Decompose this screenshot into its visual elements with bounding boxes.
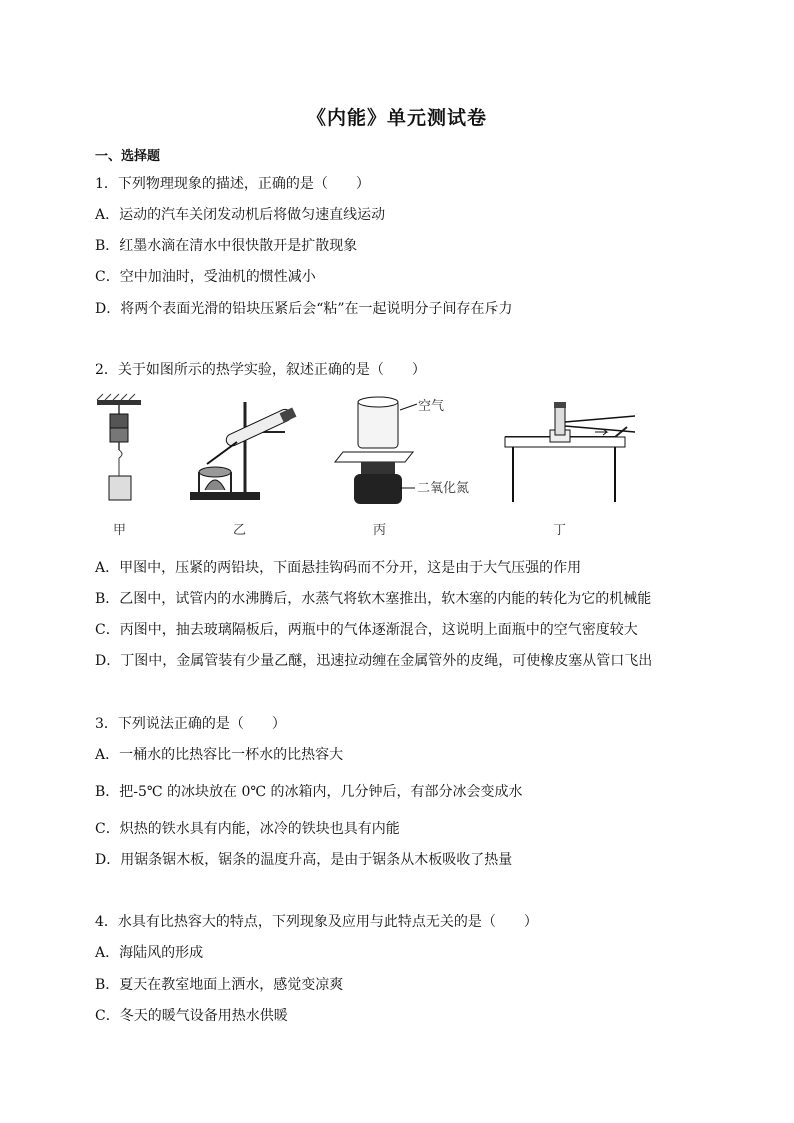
figure-jia-lead-blocks: [97, 394, 141, 500]
air-label: 空气: [418, 399, 445, 414]
figure-label-jia: 甲: [113, 523, 127, 538]
page-title: 《内能》单元测试卷: [306, 107, 487, 129]
figure-ding-metal-tube: [505, 402, 635, 502]
q1-option-d: D．将两个表面光滑的铅块压紧后会“粘”在一起说明分子间存在斥力: [95, 301, 513, 317]
q3-option-c: C．炽热的铁水具有内能，冰冷的铁块也具有内能: [95, 821, 400, 837]
q1-option-c: C．空中加油时，受油机的惯性减小: [95, 269, 316, 285]
q2-figure: [95, 392, 635, 542]
q2-stem: 2．关于如图所示的热学实验，叙述正确的是（ ）: [95, 362, 426, 378]
q4-stem: 4．水具有比热容大的特点，下列现象及应用与此特点无关的是（ ）: [95, 914, 538, 930]
q3-option-d: D．用锯条锯木板，锯条的温度升高，是由于锯条从木板吸收了热量: [95, 852, 513, 868]
figure-yi-test-tube: [190, 402, 296, 500]
q2-option-b: B．乙图中，试管内的水沸腾后，水蒸气将软木塞推出，软木塞的内能的转化为它的机械能: [95, 591, 652, 607]
q3-option-b: B．把-5℃ 的冰块放在 0℃ 的冰箱内，几分钟后，有部分冰会变成水: [95, 784, 523, 800]
section-heading: 一、选择题: [95, 149, 161, 164]
thermal-experiments-figure: [95, 392, 635, 542]
q2-option-c: C．丙图中，抽去玻璃隔板后，两瓶中的气体逐渐混合，这说明上面瓶中的空气密度较大: [95, 622, 638, 638]
figure-label-bing: 丙: [373, 523, 387, 538]
figure-label-ding: 丁: [553, 523, 567, 538]
q3-option-a: A．一桶水的比热容比一杯水的比热容大: [95, 747, 344, 763]
q4-option-b: B．夏天在教室地面上洒水，感觉变凉爽: [95, 977, 344, 993]
q1-stem: 1．下列物理现象的描述，正确的是（ ）: [95, 176, 370, 192]
q1-option-a: A．运动的汽车关闭发动机后将做匀速直线运动: [95, 207, 386, 223]
figure-label-yi: 乙: [233, 523, 247, 538]
q1-option-b: B．红墨水滴在清水中很快散开是扩散现象: [95, 238, 358, 254]
figure-bing-diffusion-bottles: [335, 397, 417, 504]
q3-stem: 3．下列说法正确的是（ ）: [95, 716, 286, 732]
q4-option-a: A．海陆风的形成: [95, 945, 204, 961]
nitrogen-dioxide-label: 二氧化氮: [417, 481, 470, 496]
q4-option-c: C．冬天的暖气设备用热水供暖: [95, 1008, 288, 1024]
q2-option-a: A．甲图中，压紧的两铅块，下面悬挂钩码而不分开，这是由于大气压强的作用: [95, 560, 582, 576]
q2-option-d: D．丁图中，金属管装有少量乙醚，迅速拉动缠在金属管外的皮绳，可使橡皮塞从管口飞出: [95, 653, 653, 669]
